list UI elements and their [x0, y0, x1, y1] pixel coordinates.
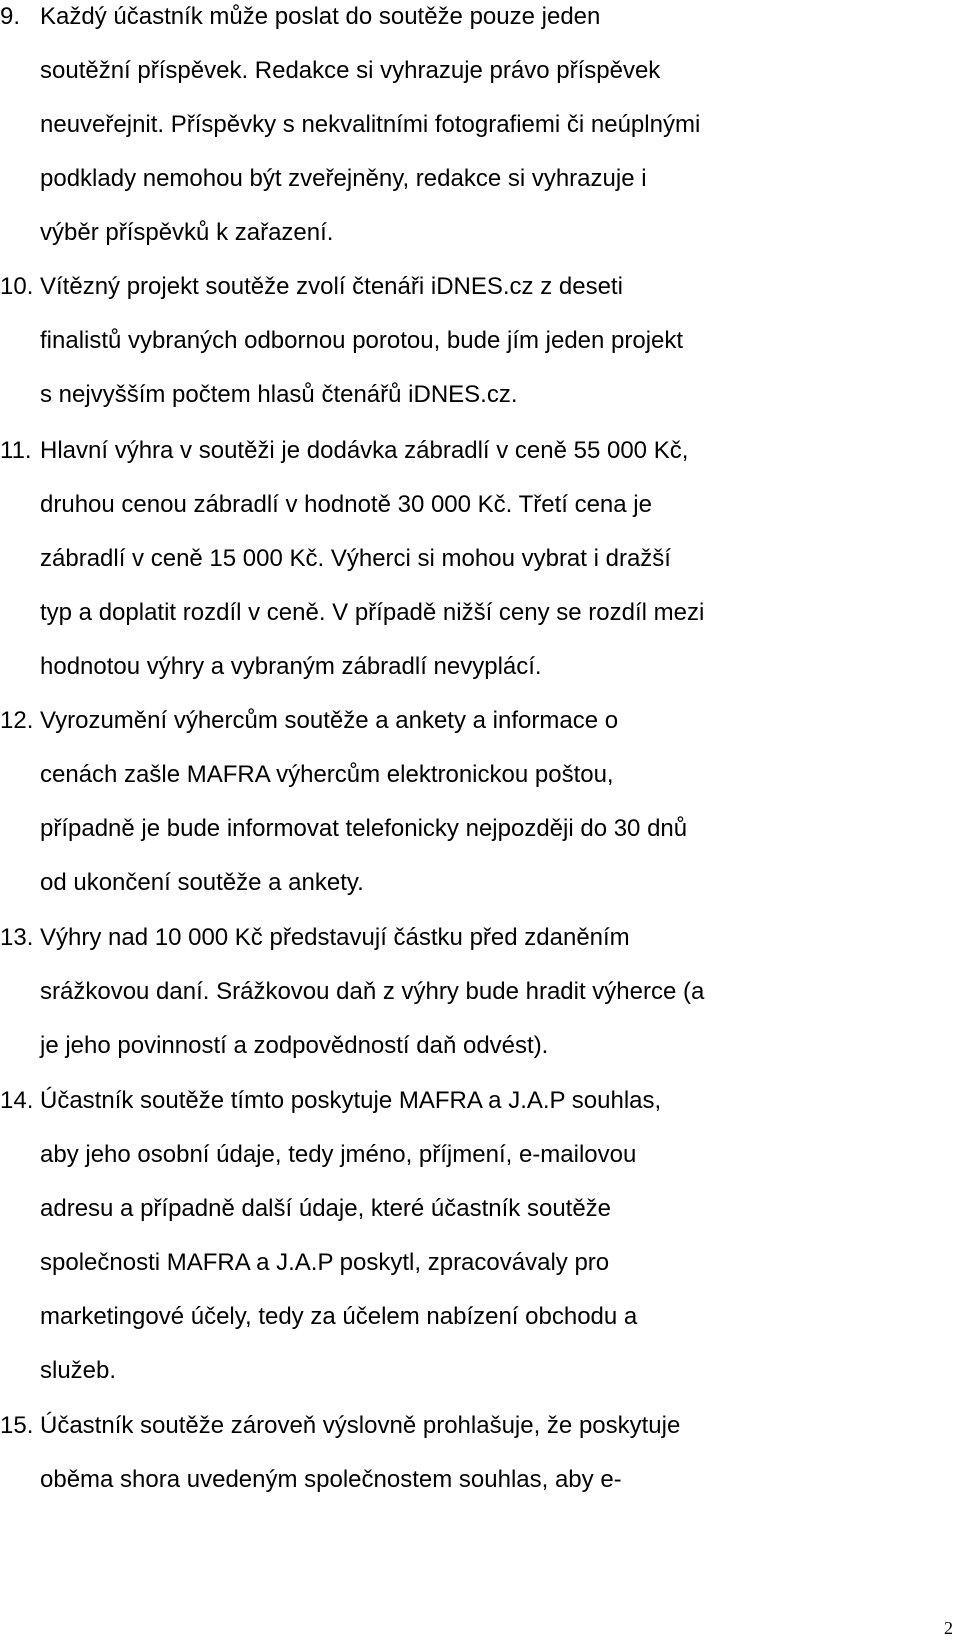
list-item-number: 10. — [0, 273, 34, 300]
list-item-line: cenách zašle MAFRA výhercům elektronickou poštou, — [40, 761, 614, 788]
page-number: 2 — [944, 1618, 953, 1638]
list-item-line: Vítězný projekt soutěže zvolí čtenáři iDNES.cz z deseti — [40, 273, 623, 300]
list-item-line: od ukončení soutěže a ankety. — [40, 869, 364, 896]
list-item-line: druhou cenou zábradlí v hodnotě 30 000 Kč. Třetí cena je — [40, 491, 652, 518]
list-item-number: 13. — [0, 924, 34, 951]
list-item-line: soutěžní příspěvek. Redakce si vyhrazuje právo příspěvek — [40, 57, 661, 84]
list-item-line: finalistů vybraných odbornou porotou, bude jím jeden projekt — [40, 327, 684, 354]
list-item-line: zábradlí v ceně 15 000 Kč. Výherci si mohou vybrat i dražší — [40, 545, 671, 572]
list-item-number: 12. — [0, 707, 34, 734]
list-item-line: je jeho povinností a zodpovědností daň odvést). — [40, 1032, 549, 1059]
list-item-line: adresu a případně další údaje, které účastník soutěže — [40, 1195, 612, 1222]
list-item-line: Účastník soutěže zároveň výslovně prohlašuje, že poskytuje — [40, 1412, 681, 1439]
list-item-line: služeb. — [40, 1357, 117, 1384]
list-item-line: případně je bude informovat telefonicky nejpozději do 30 dnů — [40, 815, 688, 842]
list-item-line: podklady nemohou být zveřejněny, redakce si vyhrazuje i — [40, 165, 647, 192]
list-item-line: aby jeho osobní údaje, tedy jméno, příjmení, e-mailovou — [40, 1141, 637, 1168]
list-item-line: hodnotou výhry a vybraným zábradlí nevyplácí. — [40, 653, 542, 680]
list-item-line: neuveřejnit. Příspěvky s nekvalitními fotografiemi či neúplnými — [40, 111, 701, 138]
list-item-number: 11. — [0, 437, 32, 464]
list-item-line: Účastník soutěže tímto poskytuje MAFRA a J.A.P souhlas, — [40, 1087, 662, 1114]
list-item-line: srážkovou daní. Srážkovou daň z výhry bude hradit výherce (a — [40, 978, 705, 1005]
list-item-line: společnosti MAFRA a J.A.P poskytl, zpracovávaly pro — [40, 1249, 610, 1276]
list-item-line: oběma shora uvedeným společnostem souhlas, aby e- — [40, 1466, 622, 1493]
list-item-line: Hlavní výhra v soutěži je dodávka zábradlí v ceně 55 000 Kč, — [40, 437, 689, 464]
list-item-number: 15. — [0, 1412, 34, 1439]
list-item-line: typ a doplatit rozdíl v ceně. V případě nižší ceny se rozdíl mezi — [40, 599, 705, 626]
list-item-line: Každý účastník může poslat do soutěže pouze jeden — [40, 3, 601, 30]
list-item-line: marketingové účely, tedy za účelem nabízení obchodu a — [40, 1303, 638, 1330]
list-item-line: Vyrozumění výhercům soutěže a ankety a informace o — [40, 707, 619, 734]
list-item-line: výběr příspěvků k zařazení. — [40, 219, 334, 246]
list-item-number: 14. — [0, 1087, 34, 1114]
list-item-line: s nejvyšším počtem hlasů čtenářů iDNES.cz. — [40, 381, 518, 408]
list-item-line: Výhry nad 10 000 Kč představují částku před zdaněním — [40, 924, 630, 951]
list-item-number: 9. — [0, 3, 21, 30]
